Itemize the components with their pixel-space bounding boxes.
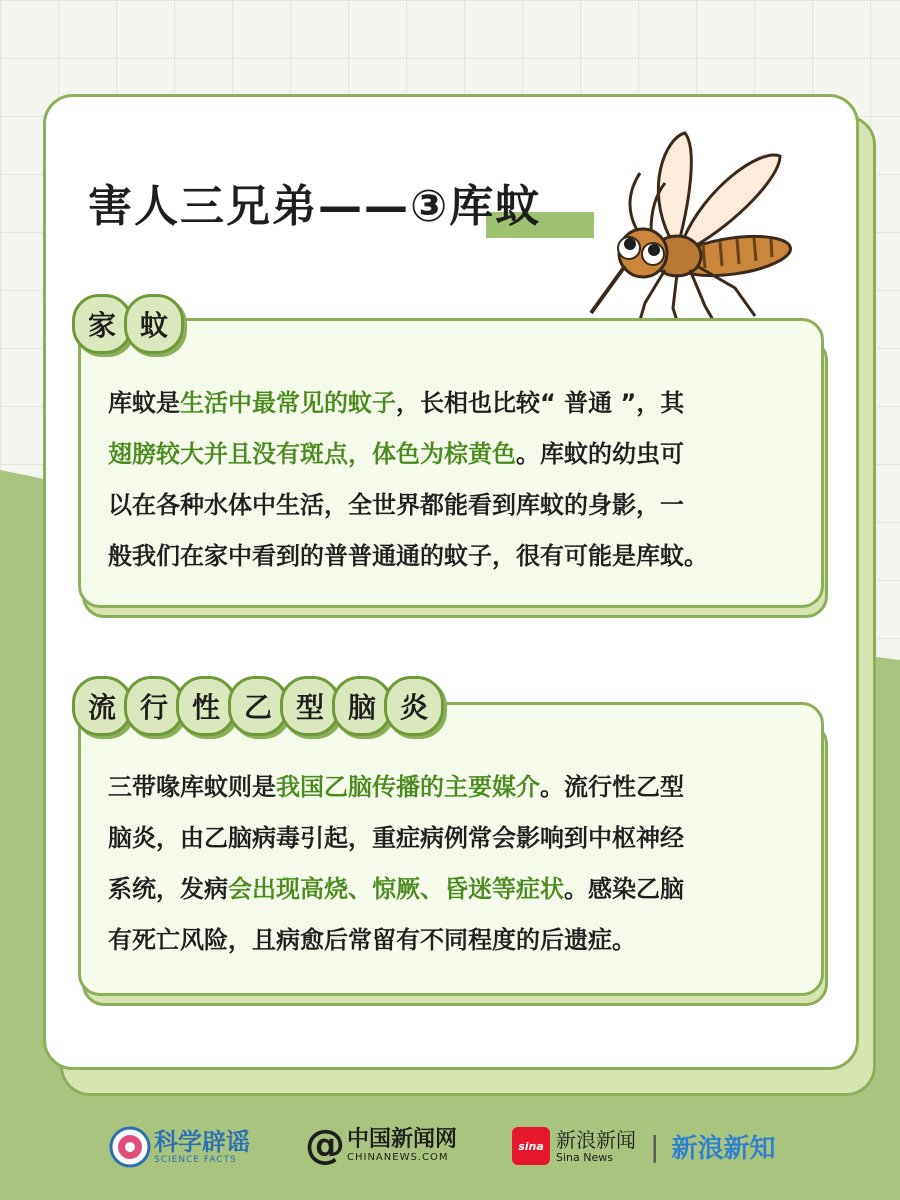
section1-tag [72, 294, 174, 354]
chinanews-logo-en: CHINANEWS.COM [347, 1151, 449, 1163]
footer [0, 1115, 900, 1185]
paragraph-line [108, 762, 684, 813]
highlight-text: 翅膀较大并且没有斑点，体色为棕黄色 [108, 440, 516, 468]
chinanews-logo-cn: 中国新闻网 [347, 1126, 458, 1152]
body-text: 般我们在家中看到的普普通通的蚊子，很有可能是库蚊。 [108, 542, 708, 570]
highlight-text: 会出现高烧、惊厥、昏迷等症状 [228, 875, 564, 903]
sina-logo-cn: 新浪新闻 [556, 1127, 636, 1152]
paragraph-line [108, 480, 708, 531]
section2-paragraph [108, 762, 684, 966]
sina-logo [512, 1127, 775, 1165]
page-title: 害人三兄弟——③库蚊 [88, 181, 542, 232]
body-text: 系统，发病 [108, 875, 228, 903]
kxpy-logo-en: SCIENCE FACTS [154, 1155, 237, 1165]
chinanews-at-icon: @ [305, 1122, 345, 1168]
body-text: 库蚊是 [108, 389, 180, 417]
section2-tag [72, 676, 434, 736]
paragraph-line [108, 864, 684, 915]
body-text: ，长相也比较“ 普通 ”，其 [396, 389, 685, 417]
tag-chip: 性 [176, 676, 236, 736]
body-text: 脑炎，由乙脑病毒引起，重症病例常会影响到中枢神经 [108, 824, 684, 852]
paragraph-line [108, 378, 708, 429]
paragraph-line [108, 429, 708, 480]
tag-chip: 行 [124, 676, 184, 736]
paragraph-line [108, 531, 708, 582]
kxpy-logo-cn: 科学辟谣 [154, 1128, 250, 1156]
sina-logo-en: Sina News [556, 1150, 613, 1164]
tag-chip: 乙 [228, 676, 288, 736]
xinlang-xinzhi-logo: 新浪新知 [671, 1133, 776, 1164]
paragraph-line [108, 813, 684, 864]
tag-chip: 炎 [384, 676, 444, 736]
footer-divider: | [650, 1129, 660, 1163]
kxpy-logo-icon [108, 1125, 152, 1169]
tag-chip: 型 [280, 676, 340, 736]
body-text: 有死亡风险，且病愈后常留有不同程度的后遗症。 [108, 926, 636, 954]
body-text: 三带喙库蚊则是 [108, 773, 276, 801]
tag-chip: 蚊 [124, 294, 184, 354]
tag-chip: 家 [72, 294, 132, 354]
sina-eye-icon: sina [512, 1127, 550, 1165]
tag-chip: 流 [72, 676, 132, 736]
highlight-text: 我国乙脑传播的主要媒介 [276, 773, 540, 801]
body-text: 。感染乙脑 [564, 875, 684, 903]
paragraph-line [108, 915, 684, 966]
body-text: 。库蚊的幼虫可 [516, 440, 684, 468]
chinanews-logo [305, 1122, 458, 1168]
body-text: 。流行性乙型 [540, 773, 684, 801]
section1-paragraph [108, 378, 708, 582]
tag-chip: 脑 [332, 676, 392, 736]
body-text: 以在各种水体中生活，全世界都能看到库蚊的身影，一 [108, 491, 684, 519]
mosquito-icon [585, 128, 800, 323]
highlight-text: 生活中最常见的蚊子 [180, 389, 396, 417]
kxpy-logo [108, 1125, 250, 1169]
